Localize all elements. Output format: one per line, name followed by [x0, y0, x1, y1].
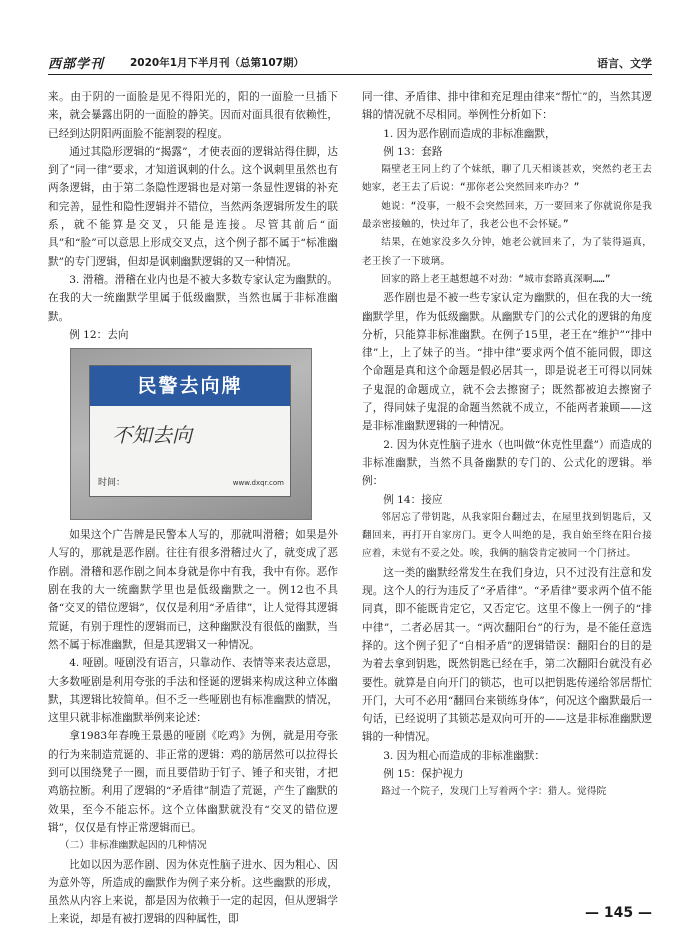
paragraph: 拿1983年春晚王景愚的哑剧《吃鸡》为例，就是用夸张的行为来制造荒诞的、非正常的逻辑：鸡的筋居然可以拉得长到可以围绕凳子一圈，而且要借助于钉子、锤子和夹钳，才把鸡筋拉断。利用了逻辑的“矛盾律”制造了荒诞，产生了幽默的效果，至今不能忘怀。这个立体幽默就没有“交叉的错位逻辑”，仅仅是有悖正常逻辑而已。 — [48, 730, 338, 834]
example-label: 例 12：去向 — [69, 328, 129, 341]
case-heading: 1. 因为恶作剧而造成的非标准幽默， — [383, 127, 556, 140]
page-number: — 145 — — [585, 905, 652, 921]
paragraph: 通过其隐形逻辑的“揭露”，才使表面的逻辑站得住脚，达到了“同一律”要求，才知道讽刺的什么。这个讽刺里虽然也有两条逻辑，由于第二条隐性逻辑也是对第一条显性逻辑的补充和完善，显性和隐性逻辑并不错位，当然两条逻辑所发生的联系，就不能算是交叉，只能是连接。尽管其前后“面具”和“脸”可以意思上形成交叉点，这个例子都不属于“标准幽默”的专门逻辑，但却是讽刺幽默逻辑的又一种情况。 — [48, 145, 338, 268]
sign-photo — [70, 348, 312, 520]
quote: 路过一个院子，发现门上写着两个字：猎人。觉得院 — [381, 786, 607, 798]
handwritten-note: 不知去向 — [112, 423, 192, 448]
quote: 她说：“没事，一般不会突然回来，万一要回来了你就说你是我最亲密接触的，快过年了，我老公也不会怀疑。” — [362, 200, 652, 231]
photo-watermark: www.dxqr.com — [232, 478, 284, 487]
paragraph: 同一律、矛盾律、排中律和充足理由律来“帮忙”的，当然其逻辑的情况就不尽相同。举例性分析如下： — [362, 91, 652, 122]
paragraph: 3. 滑稽。滑稽在业内也是不被大多数专家认定为幽默的。在我的大一统幽默学里属于低级幽默，当然也属于非标准幽默。 — [48, 273, 338, 323]
sign-time-label: 时间： — [98, 477, 126, 488]
paragraph: 恶作剧也是不被一些专家认定为幽默的，但在我的大一统幽默学里，作为低级幽默。从幽默专门的公式化的逻辑的角度分析，只能算非标准幽默。在例子15里，老王在“维护”“排中律”上，上了妹子的当。“排中律”要求两个值不能同假，即这个命题是真和这个命题是假必居其一，即是说老王可得以同妹子鬼混的命题成立，就不会去擦窗子；既然都被迫去擦窗子了，得同妹子鬼混的命题当然就不成立，不能两者兼顾——这是非标准幽默逻辑的一种情况。 — [362, 292, 652, 433]
subsection-heading: （二）非标准幽默起因的几种情况 — [59, 840, 207, 852]
quote: 结果，在她家没多久分钟，她老公就回来了，为了装得逼真，老王挨了一下玻璃。 — [362, 237, 652, 267]
journal-logo: 西部学刊 — [48, 57, 105, 72]
left-column — [48, 88, 338, 929]
paragraph: 如果这个广告牌是民警本人写的，那就叫滑稽；如果是外人写的，那就是恶作剧。往往有很多滑稽过火了，就变成了恶作剧。滑稽和恶作剧之间本身就是你中有我，我中有你。恶作剧在我的大一统幽默学里也是低级幽默之一。例12也不具备“交叉的错位逻辑”，仅仅是利用“矛盾律”，让人觉得其逻辑荒诞，有别于理性的逻辑而已，这种幽默没有很低的幽默，当然不属于标准幽默，但是其逻辑又一种情况。 — [48, 529, 338, 651]
police-sign — [89, 365, 291, 497]
paragraph: 来。由于阴的一面脸是见不得阳光的，阳的一面脸一旦插下来，就会暴露出阴的一面脸的静笑。因而对面具很有依赖性，已经到达阴阳两面脸不能割裂的程度。 — [48, 91, 338, 140]
section-title: 语言、文学 — [597, 57, 652, 70]
paragraph: 4. 哑剧。哑剧没有语言，只靠动作、表情等来表达意思，大多数哑剧是利用夸张的手法和怪诞的逻辑来构成这种立体幽默，其逻辑比较简单。但不乏一些哑剧也有标准幽默的情况，这里只就非标准幽默举例来论述： — [48, 657, 338, 725]
case-heading: 2. 因为休克性脑子进水（也叫做“休克性里蠢”）而造成的非标准幽默，当然不具备幽默的专门的、公式化的逻辑。举例： — [362, 438, 652, 488]
example-label: 例 13：套路 — [383, 145, 443, 158]
page-header — [48, 50, 652, 75]
issue-info: 2020年1月下半月刊（总第107期） — [130, 57, 304, 69]
paragraph: 这一类的幽默经常发生在我们身边，只不过没有注意和发现。这个人的行为违反了“矛盾律”。“矛盾律”要求两个值不能同真，即不能既肯定它，又否定它。这里不像上一例子的“排中律”，二者必居其一。“两次翻阳台”的行为，是不能任意选择的。这个例子犯了“自相矛盾”的逻辑错误：翻阳台的目的是为着去拿到钥匙，既然钥匙已经在手，第二次翻阳台就没有必要性。就算是自向开门的锁芯，也可以把钥匙传递给邻居帮忙开门，大可不必用“翻回台来锁练身体”，何况这个幽默最后一句话，已经说明了其锁芯是双向可开的——这是非标准幽默逻辑的一种情况。 — [362, 566, 652, 744]
case-heading: 3. 因为粗心而造成的非标准幽默： — [383, 749, 545, 762]
paragraph: 比如以因为恶作剧、因为休克性脑子进水、因为粗心、因为意外等，所造成的幽默作为例子来分析。这些幽默的形成，虽然从内容上来说，都是因为依赖于一定的起因，但从逻辑学上来说，却是有被打逻辑的四种属性，即 — [48, 858, 338, 926]
sign-title: 民警去向牌 — [90, 366, 290, 406]
quote: 隔壁老王同上约了个妹纸，聊了几天相谈甚欢，突然约老王去她家，老王去了后说：“那你老公突然回来咋办？” — [362, 164, 652, 194]
right-column — [362, 88, 652, 802]
example-label: 例 14：接应 — [383, 493, 443, 506]
example-label: 例 15：保护视力 — [383, 767, 464, 780]
quote: 回家的路上老王越想越不对劲：“城市套路真深啊……” — [381, 273, 611, 285]
quote: 邻居忘了带钥匙，从我家阳台翻过去，在屋里找到钥匙后，又翻回来，再打开自家房门。更令人叫绝的是，我自始至终在阳台接应着，未觉有不妥之处。唉，我俩的脑袋肯定被同一个门挤过。 — [362, 511, 652, 560]
